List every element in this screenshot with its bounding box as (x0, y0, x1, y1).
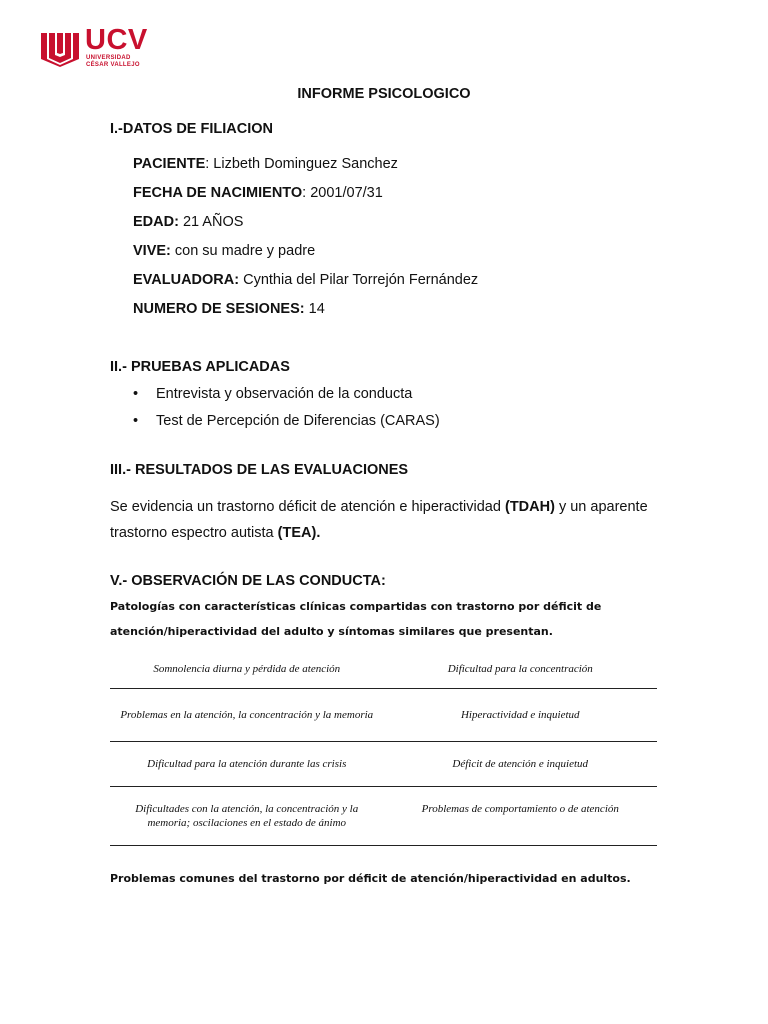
table-caption: Problemas comunes del trastorno por déficit de atención/hiperactividad en adultos. (110, 872, 631, 885)
table-cell: Dificultad para la atención durante las crisis (147, 757, 347, 770)
observation-intro: Patologías con características clínicas compartidas con trastorno por déficit de atención/hiperactividad del adulto y síntomas similares que presentan. (110, 600, 602, 638)
table-row (110, 786, 657, 845)
field-vive: VIVE: con su madre y padre (133, 243, 316, 259)
table-cell: Problemas de comportamiento o de atención (421, 802, 619, 815)
section-heading-filiacion: I.-DATOS DE FILIACION (110, 121, 273, 137)
table-cell: Hiperactividad e inquietud (460, 708, 580, 721)
field-paciente: PACIENTE: Lizbeth Dominguez Sanchez (133, 156, 398, 172)
field-evaluadora: EVALUADORA: Cynthia del Pilar Torrejón Fernández (133, 272, 479, 288)
table-row (110, 688, 657, 741)
table-row (110, 741, 657, 786)
table-row (110, 650, 657, 688)
report-title: INFORME PSICOLOGICO (297, 86, 471, 102)
ucv-logo (41, 26, 151, 70)
section-heading-pruebas: II.- PRUEBAS APLICADAS (110, 359, 290, 375)
ucv-emblem-icon (41, 29, 79, 67)
section-heading-observacion: V.- OBSERVACIÓN DE LAS CONDUCTA: (110, 573, 386, 589)
logo-subtitle: UNIVERSIDAD CÉSAR VALLEJO (86, 55, 140, 68)
symptoms-table (110, 650, 657, 846)
table-cell: Déficit de atención e inquietud (452, 757, 589, 770)
table-cell: Somnolencia diurna y pérdida de atención (153, 662, 341, 675)
field-numero-sesiones: NUMERO DE SESIONES: 14 (133, 301, 325, 317)
table-cell: Dificultad para la concentración (447, 662, 593, 675)
list-item: • Entrevista y observación de la conducta (133, 386, 413, 402)
results-paragraph: Se evidencia un trastorno déficit de atención e hiperactividad (TDAH) y un aparente trastorno espectro autista (TEA). (110, 499, 648, 541)
logo-name: UCV (85, 24, 148, 56)
field-fecha-nacimiento: FECHA DE NACIMIENTO: 2001/07/31 (133, 185, 383, 201)
field-edad: EDAD: 21 AÑOS (133, 214, 244, 230)
table-cell: Problemas en la atención, la concentración y la memoria (120, 708, 374, 721)
section-heading-resultados: III.- RESULTADOS DE LAS EVALUACIONES (110, 462, 409, 478)
table-cell: Dificultades con la atención, la concentración y la memoria; oscilaciones en el estado de ánimo (135, 802, 359, 829)
list-item: • Test de Percepción de Diferencias (CARAS) (133, 413, 440, 429)
